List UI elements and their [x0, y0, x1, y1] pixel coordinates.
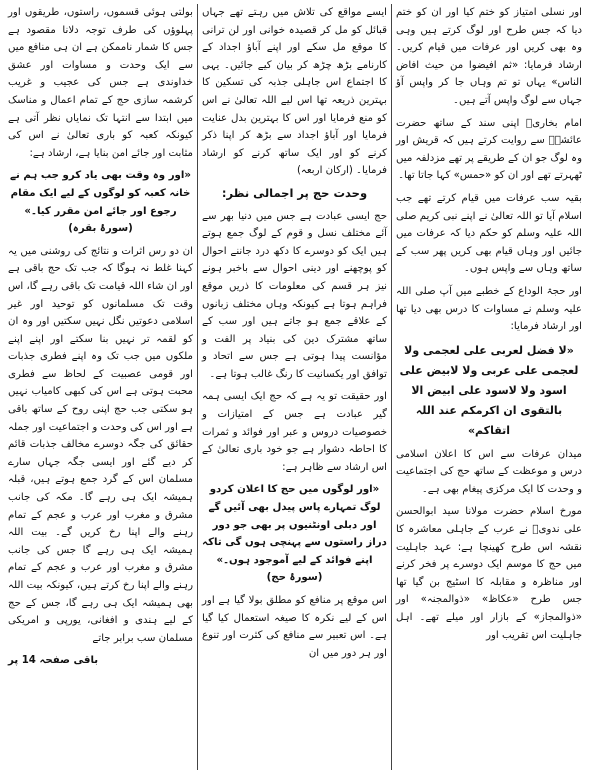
- text-column-2: [198, 4, 392, 770]
- paragraph: اور حقیقت تو یہ ہے کہ حج ایک ایسی ہمہ گیر عبادت ہے جس کے امتیازات و خصوصیات دروس و عبر اور فوائد و ثمرات کا احاطہ دشوار ہے جو خود باری تعالیٰ کے اس ارشاد سے ظاہر ہے:: [202, 391, 387, 473]
- arabic-quote: «لا فضل لعربی علی لعجمی ولا لعجمی علی عربی ولا لابیض علی اسود ولا لاسود علی ابیض الا بالتقوی ان اکرمکم عند اللہ اتقاکم»: [399, 343, 579, 437]
- paragraph: اس موقع پر منافع کو مطلق بولا گیا ہے اور اس کے لیے نکرہ کا صیغہ استعمال کیا گیا ہے۔ اس تعبیر سے منافع کی کثرت اور تنوع اور ہر دور میں ان: [202, 595, 387, 659]
- paragraph: بولتی ہوئی قسموں، راستوں، طریقوں اور پہلوؤں کی طرف توجہ دلانا مقصود ہے جس کا شمار ناممکن ہے ان ہی منافع میں سے ایک وحدت و مساوات اور عشق خداوندی ہے جس کی عجیب و غریب کرشمہ سازی حج کے تمام اعمال و مناسک میں ابتدا سے انتہا تک نمایاں نظر آتی ہے کیونکہ کعبہ کو باری تعالیٰ نے اس کی مثابت اور جائے امن بنایا ہے، ارشاد ہے:: [8, 7, 193, 159]
- text-column-3: [4, 4, 198, 770]
- paragraph: مورخ اسلام حضرت مولانا سید ابوالحسن علی ندویؒ نے عرب کے جاہلی معاشرہ کا نقشہ اس طرح کھینچا ہے: عہد جاہلیت میں حج کا موسم ایک دوسرے پر فخر کرنے اور مناظرہ و مقابلہ کا اسٹیج بن گیا تھا جس طرح «عکاظ» «ذوالمجنہ» اور «ذوالمجاز» کے بازار اور میلے تھے۔ اہل جاہلیت اس تقریب اور: [396, 506, 582, 641]
- quran-quote: «اور وہ وقت بھی یاد کرو جب ہم نے خانہ کعبہ کو لوگوں کے لیے ایک مقام رجوع اور جائے امن مقرر کیا۔» (سورۂ بقرہ): [10, 170, 191, 235]
- paragraph: اور حجۃ الوداع کے خطبے میں آپ صلی اللہ علیہ وسلم نے مساوات کا درس بھی دیا تھا اور ارشاد فرمایا:: [396, 285, 582, 333]
- paragraph: ان دو رس اثرات و نتائج کی روشنی میں یہ کہنا غلط نہ ہوگا کہ جب تک حج باقی ہے اور ان شاء اللہ قیامت تک باقی رہے گا، اس وقت تک مسلمانوں کو توحید اور غیر اسلامی دعوتیں نگل نہیں سکتیں اور وہ ان کو لقمہ تر نہیں بنا سکتے اور اپنے اپنے ملکوں میں جب تک وہ اپنے فطری جذبات اور قومی عصبیت کے لحاظ سے فطری محبت ہوتی ہے اس کی کبھی کامیاب نہیں ہو سکتی جب حج اپنی روح کے ساتھ باقی ہے اور اس کی وحدت و اجتماعیت اور جملہ حقائق کی جگہ دوسرے مخالف جذبات قائم کر دیے گئے اور ایسی جگہ جہاں سارے مسلمان اس کے گرد جمع ہوتے ہیں، قبلہ ہمیشہ ایک ہی رہے گا۔ مکہ کی جانب مشرق و مغرب اور عرب و عجم کے تمام رہنے والے اپنا رخ کریں گے۔ بیت اللہ ہمیشہ ایک ہی رہے گا جس کی جانب مشرق و مغرب اور عرب و عجم کے تمام رہنے والے اپنا رخ کرتے ہیں، کیونکہ بیت اللہ بھی ہمیشہ ایک ہی رہے گا، جس کے حج کے لیے ہندی و افغانی، یورپی و امریکی مسلمان سب برابر جاتے: [8, 245, 193, 644]
- continued-note: باقی صفحہ 14 پر: [8, 655, 99, 667]
- paragraph: اور نسلی امتیاز کو ختم کیا اور ان کو ختم دیا کہ جس طرح اور لوگ کرتے ہیں وہی وہ بھی کریں اور عرفات میں قیام کریں۔ ارشاد فرمایا: «ثم افیضوا من حیث افاض الناس» یہاں تو تم وہاں جا کر واپس آؤ جہاں سے لوگ واپس آتے ہیں۔: [396, 7, 582, 106]
- paragraph: امام بخاریؒ اپنی سند کے ساتھ حضرت عائشہؓ سے روایت کرتے ہیں کہ قریش اور وہ لوگ جو ان کے طریقے پر تھے مزدلفہ میں ٹھہرتے تھے اور ان کو «حمس» کہا جاتا تھا۔: [396, 117, 582, 182]
- section-heading: وحدت حج پر اجمالی نظر:: [221, 185, 368, 200]
- paragraph: حج ایسی عبادت ہے جس میں دنیا بھر سے آئے مختلف نسل و قوم کے لوگ جمع ہوتے ہیں ایک کو دوسرے کا دکھ درد جاننے احوال کو پوچھنے اور دینی احوال سے باخبر ہونے نیز ہر قسم کی معلومات کا ذریں موقع فراہم ہوتا ہے کیونکہ وہاں مختلف زبانوں کے علاقے جمع ہو جاتے ہیں اور سب کے ساتھ مشترک دین کی بنیاد پر الفت و مؤانست پیدا ہوتی ہے جس سے اتحاد و توافق اور یکسانیت کا رنگ غالب ہوتا ہے۔: [202, 210, 387, 380]
- text-column-1: [392, 4, 586, 770]
- paragraph: میدان عرفات سے اس کا اعلان اسلامی درس و موعظت کے ساتھ حج کی اجتماعیت و وحدت کا ایک مرکزی پیغام بھی ہے۔: [396, 448, 582, 495]
- paragraph: ایسے مواقع کی تلاش میں رہتے تھے جہاں قبائل کو مل کر قصیدہ خوانی اور لن ترانی کا موقع مل سکے اور اپنے آباؤ اجداد کے کارنامے بڑھ چڑھ کر بیان کیے جائیں۔ یہی کا اجتماع اس جاہلی جذبہ کی تسکین کا بہترین ذریعہ تھا اس لیے اللہ تعالیٰ نے اس کو منع فرمایا اور اس کا بہترین بدل عنایت فرمایا اور آباؤ اجداد سے بڑھ کر اپنا ذکر کرنے کو اور ایک ساتھ کرنے کو ارشاد فرمایا۔ (ارکان اربعہ): [202, 7, 387, 177]
- paragraph: بقیہ سب عرفات میں قیام کرتے تھے جب اسلام آیا تو اللہ تعالیٰ نے اپنے نبی کریم صلی اللہ علیہ وسلم کو حکم دیا کہ عرفات میں جائیں اور وہاں قیام بھی کریں پھر سب کے ساتھ وہاں سے واپس ہوں۔: [395, 192, 582, 275]
- quran-quote: «اور لوگوں میں حج کا اعلان کردو لوگ تمہارے پاس پیدل بھی آئیں گے اور دبلی اونٹنیوں پر بھی جو دور دراز راستوں سے پہنچی ہوں گی تاکہ اپنے فوائد کے لیے آموجود ہوں۔» (سورۂ حج): [202, 484, 387, 584]
